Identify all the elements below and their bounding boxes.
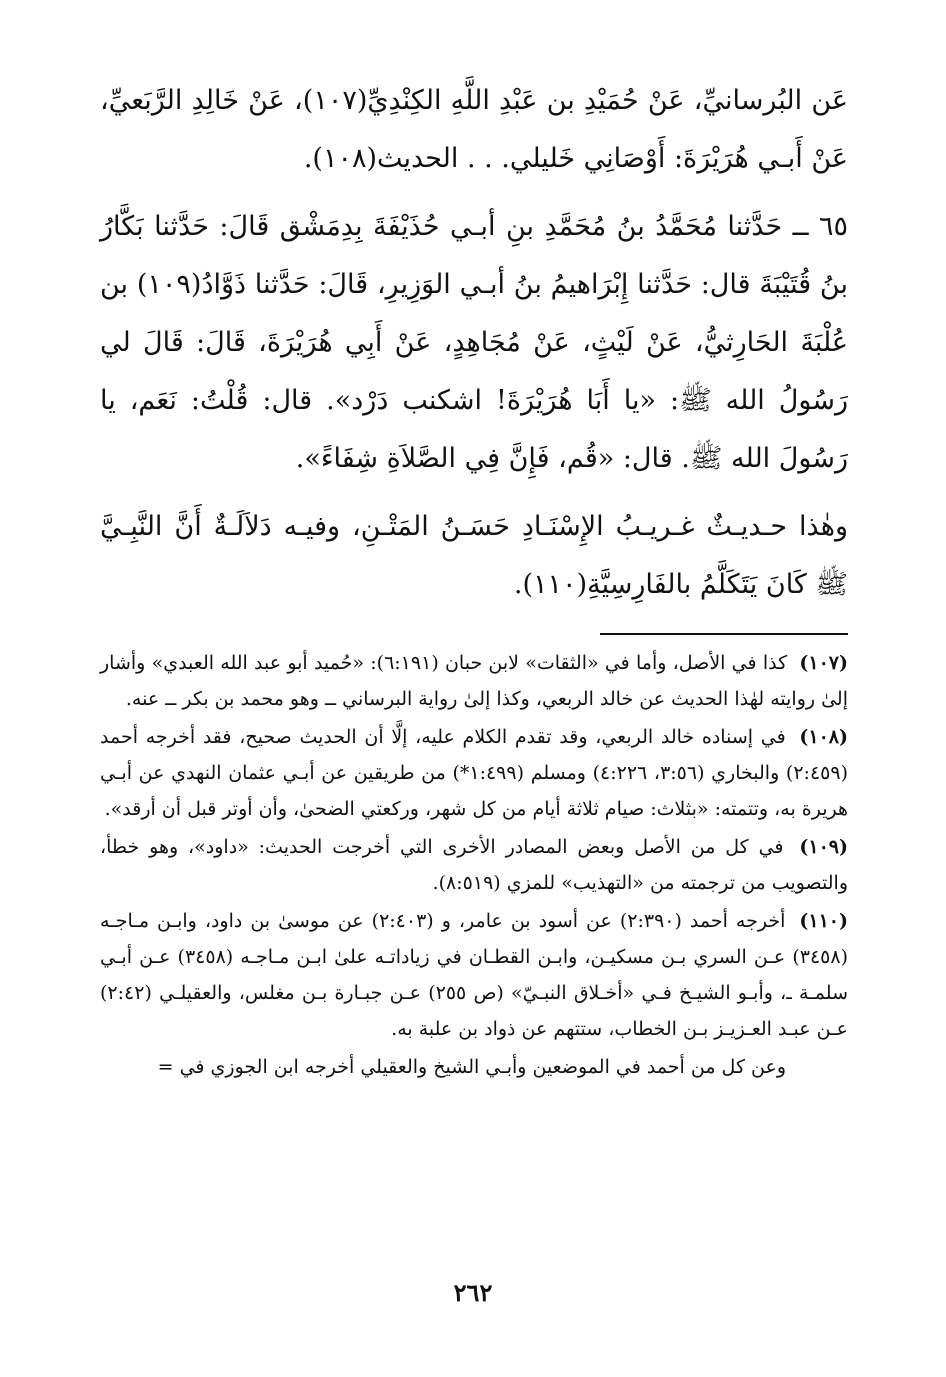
page-number: ٢٦٢ xyxy=(453,1278,493,1307)
footnote-number: (١٠٨) xyxy=(799,726,848,748)
paragraph-1: عَن البُرسانيِّ، عَنْ حُمَيْدِ بن عَبْدِ اللَّهِ الكِنْدِيِّ(١٠٧)، عَنْ خَالِدِ الرَّبَعيِّ، عَنْ أَبـي هُرَيْرَةَ: أَوْصَانِي خَليلي. . . الحديث(١٠٨). xyxy=(100,85,849,174)
footnote-text: في كل من الأصل وبعض المصادر الأخرى التي أخرجت الحديث: «داود»، وهو خطأ، والتصويب من ترجمته من «التهذيب» للمزي (٨:٥١٩). xyxy=(100,836,848,894)
paragraph-commentary: وهٰذا حـديـثٌ غـريـبُ الإِسْنَـادِ حَسَـنُ المَتْـنِ، وفيـه دَلاَلَـةٌ أَنَّ النَّبِـيَّ ﷺ كَانَ يَتَكَلَّمُ بالفَارِسِيَّةِ(١١٠). xyxy=(100,511,848,600)
footnote-107 xyxy=(100,645,848,717)
footnote-continuation: وعن كل من أحمد في الموضعين وأبـي الشيخ والعقيلي أخرجه ابن الجوزي في = xyxy=(157,1056,786,1078)
footnote-number: (١٠٩) xyxy=(799,836,848,858)
footnote-108 xyxy=(100,719,848,827)
paragraph-hadith-65: ٦٥ ــ حَدَّثنا مُحَمَّدُ بنُ مُحَمَّدِ بنِ أبـي حُذَيْفَةَ بِدِمَشْق قَالَ: حَدَّثنا بَكَّارُ بنُ قُتَيْبَةَ قال: حَدَّثنا إِبْرَاهيمُ بنُ أبـي الوَزِيرِ، قَالَ: حَدَّثنا ذَوَّادُ(١٠٩) بن عُلْبَةَ الحَارِثيُّ، عَنْ لَيْثٍ، عَنْ مُجَاهِدٍ، عَنْ أَبِي هُرَيْرَةَ، قَالَ: قَالَ لي رَسُولُ الله ﷺ: «يا أَبَا هُرَيْرَةَ! اشكنب دَرْد». قال: قُلْتُ: نَعَم، يا رَسُولَ الله ﷺ. قال: «قُم، فَإِنَّ فِي الصَّلاَةِ شِفَاءً». xyxy=(100,211,848,474)
footnote-divider xyxy=(600,633,848,635)
footnotes xyxy=(100,645,848,1085)
footnote-110 xyxy=(100,903,848,1047)
footnote-number: (١١٠) xyxy=(799,910,848,932)
main-text xyxy=(100,72,848,614)
footnote-text: في إسناده خالد الربعي، وقد تقدم الكلام عليه، إلَّا أن الحديث صحيح، فقد أخرجه أحمد (٢:٤٥٩) والبخاري (٣:٥٦، ٤:٢٢٦) ومسلم (١:٤٩٩*) من طريقين عن أبـي عثمان النهدي عن أبـي هريرة به، وتتمته: «بثلاث: صيام ثلاثة أيام من كل شهر، وركعتي الضحىٰ، وأن أوتر قبل أن أرقد». xyxy=(100,726,848,820)
footnote-text: كذا في الأصل، وأما في «الثقات» لابن حبان (٦:١٩١): «حُميد أبو عبد الله العبدي» وأشار إلىٰ روايته لهٰذا الحديث عن خالد الربعي، وكذا إلىٰ رواية البرساني ــ وهو محمد بن بكر ــ عنه. xyxy=(100,652,848,710)
footnote-109 xyxy=(100,829,848,901)
footnote-text: أخرجه أحمد (٢:٣٩٠) عن أسود بن عامر، و (٢:٤٠٣) عن موسىٰ بن داود، وابـن مـاجـه (٣٤٥٨) عـن السري بـن مسكيـن، وابـن القطـان في زياداتـه علىٰ ابـن مـاجـه (٣٤٥٨) عـن أبـي سلمـة ـ، وأبـو الشيـخ فـي «أخـلاق النبـيّ» (ص ٢٥٥) عـن جبـارة بـن مغلس، والعقيلـي (٢:٤٢) عـن عبـد العـزيـز بـن الخطاب، ستتهم عن ذواد بن علبة به. xyxy=(100,910,849,1040)
footnote-number: (١٠٧) xyxy=(799,652,849,674)
